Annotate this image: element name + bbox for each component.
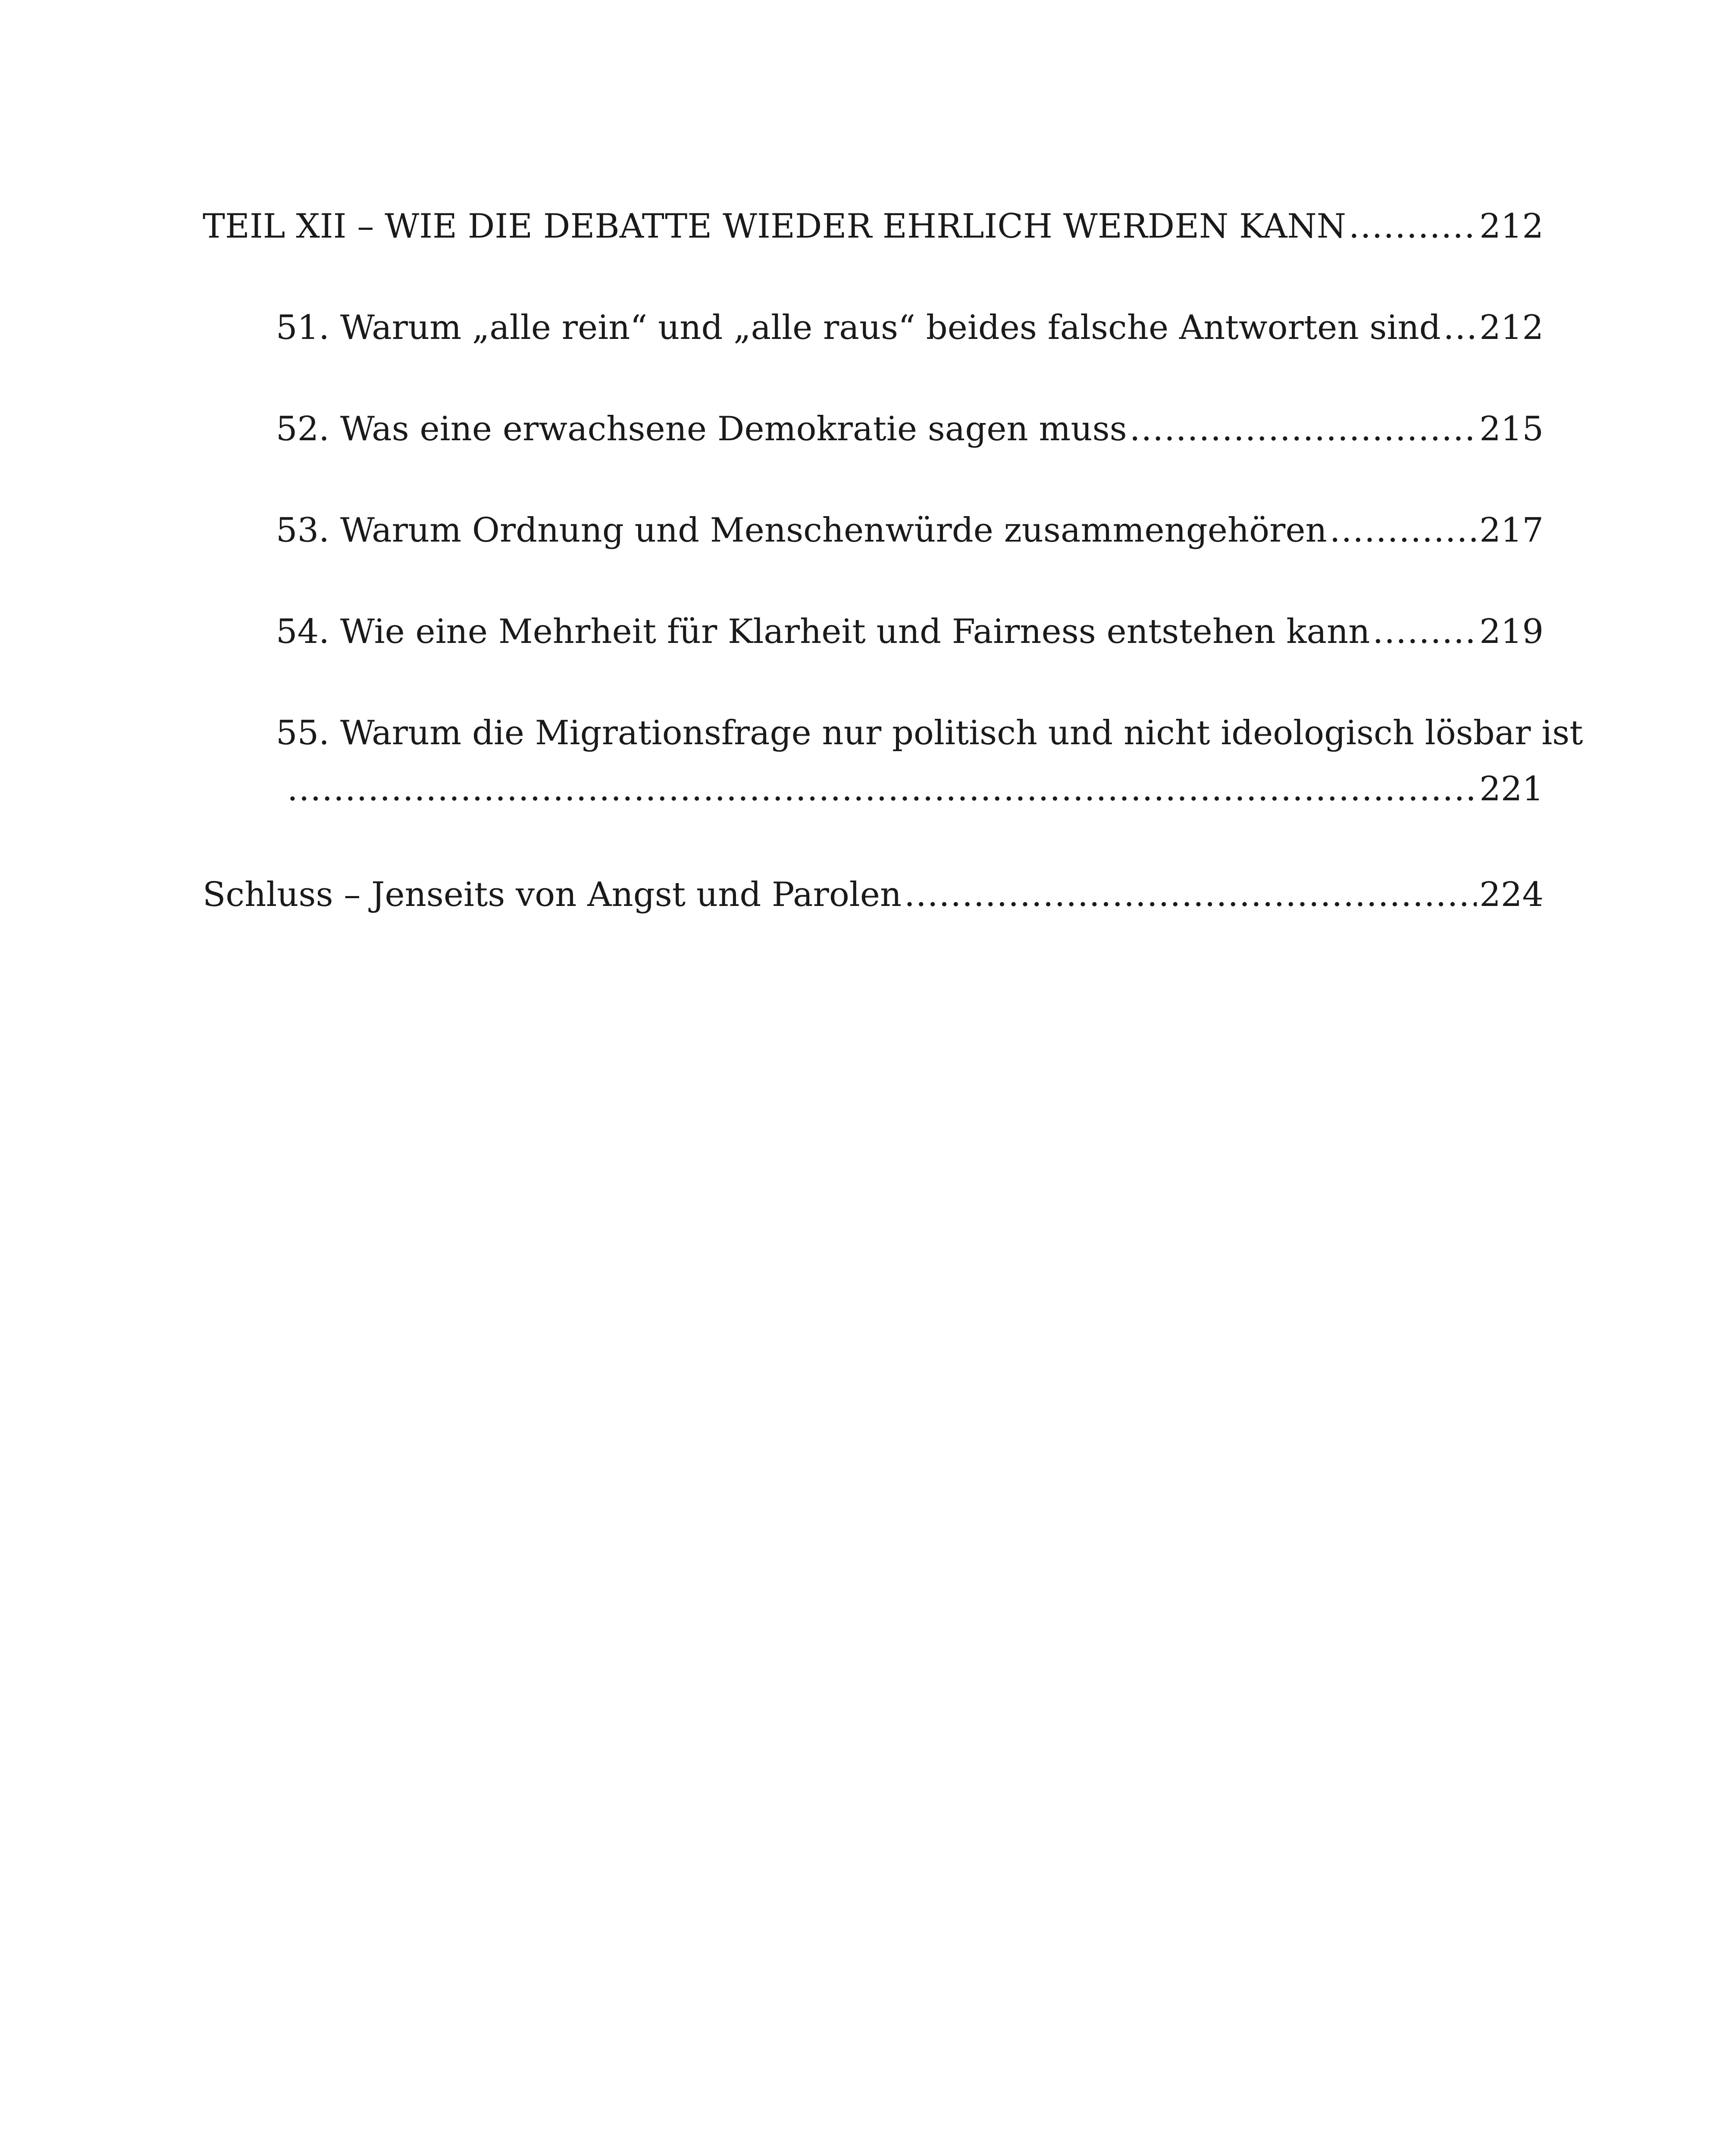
- dot-leader: [1444, 300, 1477, 356]
- dot-leader: [287, 761, 1477, 817]
- toc-entry-page: 217: [1479, 511, 1544, 550]
- toc-entry-label: 54. Wie eine Mehrheit für Klarheit und Fairness entstehen kann: [276, 612, 1370, 651]
- toc-entry-label: TEIL XII – WIE DIE DEBATTE WIEDER EHRLICH WERDEN KANN: [203, 207, 1346, 246]
- toc-entry-conclusion[interactable]: [203, 867, 1544, 923]
- toc-entry-label: 52. Was eine erwachsene Demokratie sagen muss: [276, 410, 1127, 448]
- dot-leader: [1349, 198, 1477, 254]
- toc-entry-chapter-52[interactable]: [203, 401, 1544, 457]
- table-of-contents: [203, 198, 1583, 923]
- toc-entry-page: 219: [1479, 612, 1544, 651]
- dot-leader: [904, 867, 1477, 923]
- toc-entry-chapter-51[interactable]: [203, 300, 1544, 356]
- toc-entry-page: 212: [1479, 308, 1544, 347]
- toc-entry-label: 51. Warum „alle rein“ und „alle raus“ beides falsche Antworten sind: [276, 308, 1441, 347]
- toc-entry-label: 55. Warum die Migrationsfrage nur politisch und nicht ideologisch lösbar ist: [276, 714, 1583, 752]
- dot-leader: [1330, 502, 1477, 558]
- dot-leader: [1130, 401, 1477, 457]
- toc-entry-part-xii[interactable]: [203, 198, 1544, 254]
- toc-entry-page: 215: [1479, 410, 1544, 448]
- toc-entry-page: 224: [1479, 875, 1544, 914]
- toc-entry-continuation: [276, 761, 1544, 817]
- toc-entry-chapter-55[interactable]: [203, 705, 1583, 817]
- toc-entry-label: 53. Warum Ordnung und Menschenwürde zusammengehören: [276, 511, 1327, 550]
- toc-entry-page: 212: [1479, 207, 1544, 246]
- toc-entry-label: Schluss – Jenseits von Angst und Parolen: [203, 875, 902, 914]
- toc-entry-page: 221: [1479, 770, 1544, 808]
- toc-entry-chapter-54[interactable]: [203, 604, 1544, 660]
- toc-entry-chapter-53[interactable]: [203, 502, 1544, 558]
- dot-leader: [1372, 604, 1477, 660]
